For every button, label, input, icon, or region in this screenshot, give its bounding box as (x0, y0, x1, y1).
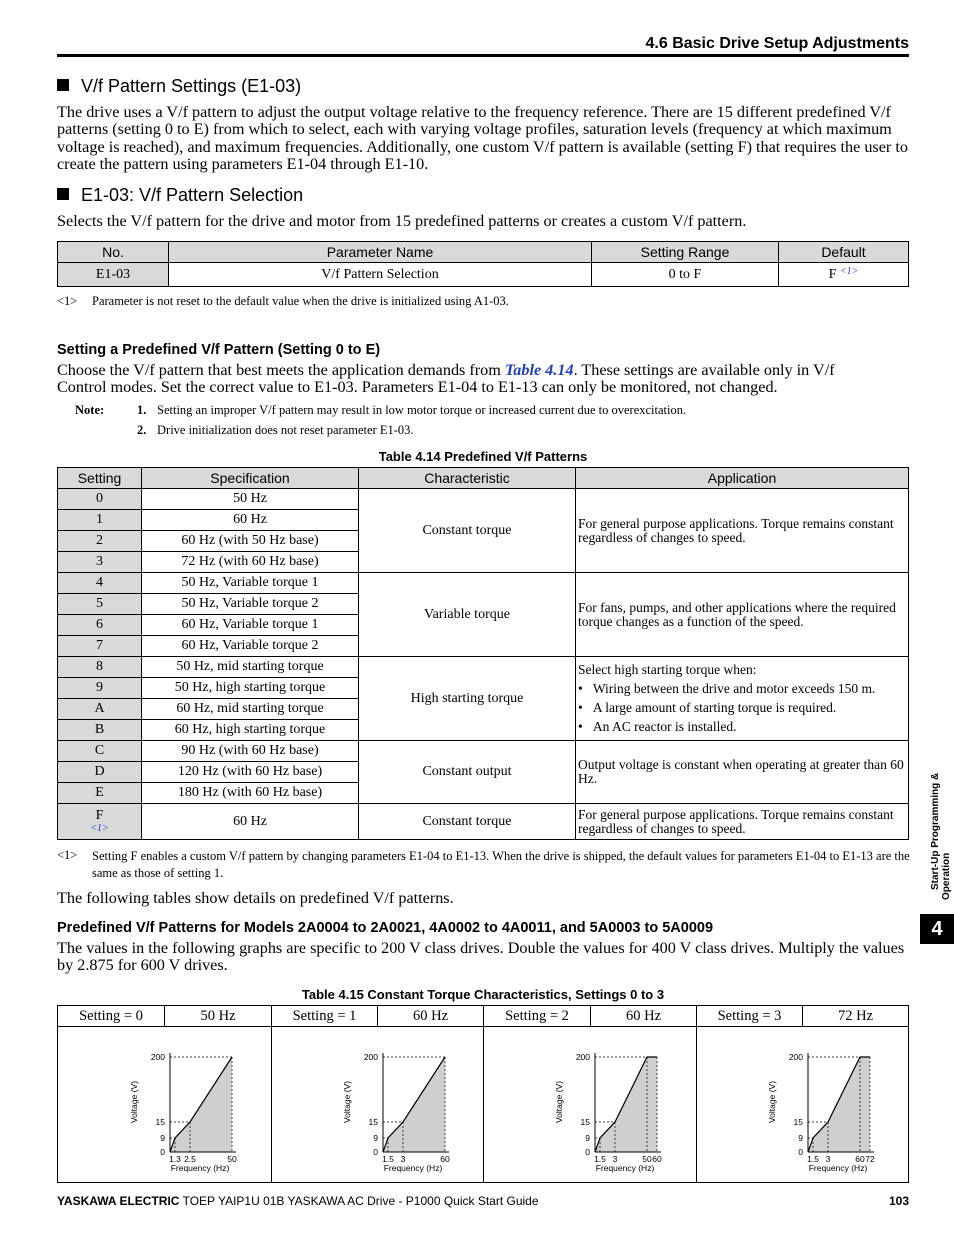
x-axis-title: Frequency (Hz) (595, 1163, 655, 1173)
y-axis-title: Voltage (V) (766, 1080, 777, 1124)
x-tick-label: 60 (854, 1154, 865, 1164)
spec-cell: 180 Hz (with 60 Hz base) (142, 783, 359, 804)
x-tick-label: 1.5 (806, 1154, 819, 1164)
footer-doc: TOEP YAIP1U 01B YASKAWA AC Drive - P1000 Quick Start Guide (182, 1194, 539, 1208)
table-row (58, 741, 909, 762)
intro-paragraph: The drive uses a V/f pattern to adjust the output voltage relative to the frequency reference. There are 15 different predefined V/f patterns (setting 0 to E) from which to select, each with varying voltage profiles, saturation levels (frequency at which maximum voltage is reached), and maximum frequencies. Additionally, one custom V/f pattern is available (setting F) that requires the user to create the pattern using parameters E1-04 through E1-10. (57, 103, 908, 173)
heading-models: Predefined V/f Patterns for Models 2A0004 to 2A0021, 4A0002 to 4A0011, and 5A0003 to 5A0009 (57, 920, 714, 936)
graph-cell-1 (272, 1027, 484, 1183)
footnote-mark: <1> (57, 848, 78, 862)
x-tick-label: 60 (652, 1154, 662, 1164)
vf-area (808, 1057, 870, 1152)
y-tick-label: 200 (788, 1052, 803, 1062)
y-tick-label: 0 (797, 1147, 803, 1157)
choose-text-post: . These settings are available only in V/f Control modes. Set the correct value to E1-03. Parameters E1-04 to E1-13 can only be monitored, not changed. (57, 361, 835, 397)
note-text-2: Drive initialization does not reset parameter E1-03. (157, 423, 414, 437)
side-label-line1: Start-Up Programming & (930, 772, 941, 890)
setting-cell: D (58, 762, 142, 783)
y-tick-label: 9 (797, 1133, 803, 1143)
footnote-text: Setting F enables a custom V/f pattern by changing parameters E1-04 to E1-13. When the drive is shipped, the default values for parameters E1-04 to E1-13 are the same as those of setting 1. (92, 849, 910, 880)
table-4-14-caption: Table 4.14 Predefined V/f Patterns (378, 449, 588, 464)
application-bullets (578, 682, 906, 734)
y-tick-label: 200 (363, 1052, 378, 1062)
x-axis-title: Frequency (Hz) (383, 1163, 442, 1173)
choose-paragraph (57, 362, 867, 397)
spec-cell: 60 Hz, Variable torque 1 (142, 615, 359, 636)
characteristic-cell: Variable torque (359, 573, 576, 657)
parameter-table (57, 241, 909, 287)
setting-label: Setting = 3 (697, 1006, 803, 1027)
setting-label: Setting = 0 (58, 1006, 165, 1027)
x-tick-label: 50 (642, 1154, 652, 1164)
footer (57, 1194, 539, 1208)
predefined-vf-table (57, 467, 909, 840)
y-tick-label: 9 (159, 1133, 165, 1143)
x-tick-label: 2.5 (183, 1154, 196, 1164)
setting-cell: 0 (58, 489, 142, 510)
setting-cell: 4 (58, 573, 142, 594)
spec-cell: 60 Hz, mid starting torque (142, 699, 359, 720)
characteristic-cell: Constant torque (359, 804, 576, 840)
param-default (779, 263, 909, 287)
y-tick-label: 15 (155, 1117, 165, 1127)
spec-cell: 72 Hz (with 60 Hz base) (142, 552, 359, 573)
setting-cell: C (58, 741, 142, 762)
square-bullet-icon (57, 188, 69, 200)
heading-text: E1-03: V/f Pattern Selection (81, 185, 304, 205)
setting-cell: 8 (58, 657, 142, 678)
section-header: 4.6 Basic Drive Setup Adjustments (645, 35, 909, 52)
freq-label: 60 Hz (378, 1006, 484, 1027)
setting-cell: A (58, 699, 142, 720)
setting-label: Setting = 2 (484, 1006, 591, 1027)
setting-cell: 5 (58, 594, 142, 615)
col-header-characteristic: Characteristic (359, 468, 576, 489)
y-tick-label: 9 (372, 1133, 378, 1143)
footnote-text: Parameter is not reset to the default value when the drive is initialized using A1-03. (92, 294, 509, 308)
footnote (57, 294, 509, 309)
y-tick-label: 15 (580, 1117, 590, 1127)
param-range: 0 to F (592, 263, 779, 287)
table-row (58, 573, 909, 594)
choose-text-pre: Choose the V/f pattern that best meets the application demands from (57, 361, 505, 379)
spec-cell: 50 Hz, mid starting torque (142, 657, 359, 678)
constant-torque-table (57, 1005, 909, 1183)
x-axis-title: Frequency (Hz) (808, 1163, 867, 1173)
table-row (58, 657, 909, 678)
heading-e1-03 (57, 185, 303, 206)
graph-cell-3 (697, 1027, 909, 1183)
col-header-no: No. (58, 242, 169, 263)
header-rule (57, 54, 909, 57)
characteristic-cell: High starting torque (359, 657, 576, 741)
values-paragraph: The values in the following graphs are specific to 200 V class drives. Double the values for 400 V class drives. Multiply the values by 2.875 for 600 V drives. (57, 939, 905, 975)
x-axis-title: Frequency (Hz) (170, 1163, 229, 1173)
spec-cell: 120 Hz (with 60 Hz base) (142, 762, 359, 783)
vf-chart-0 (60, 1027, 270, 1177)
characteristic-cell: Constant output (359, 741, 576, 804)
y-tick-label: 15 (368, 1117, 378, 1127)
vf-chart-3 (698, 1027, 908, 1177)
y-tick-label: 200 (150, 1052, 165, 1062)
application-cell: For fans, pumps, and other applications where the required torque changes as a function of the speed. (576, 573, 909, 657)
y-tick-label: 9 (585, 1133, 590, 1143)
table-4-14-link[interactable]: Table 4.14 (504, 361, 574, 379)
chapter-side-label (930, 760, 952, 910)
setting-cell: 6 (58, 615, 142, 636)
y-axis-title: Voltage (V) (554, 1080, 564, 1124)
x-tick-label: 72 (864, 1154, 875, 1164)
setting-cell: 1 (58, 510, 142, 531)
table-row (58, 804, 909, 840)
setting-label: Setting = 1 (272, 1006, 378, 1027)
square-bullet-icon (57, 79, 69, 91)
list-item: • Wiring between the drive and motor exceeds 150 m. (578, 681, 876, 696)
following-paragraph: The following tables show details on predefined V/f patterns. (57, 889, 454, 907)
y-axis-title: Voltage (V) (341, 1080, 352, 1124)
characteristic-cell: Constant torque (359, 489, 576, 573)
setting-cell: 2 (58, 531, 142, 552)
page-number: 103 (888, 1194, 909, 1208)
y-tick-label: 0 (585, 1147, 590, 1157)
setting-cell: E (58, 783, 142, 804)
x-tick-label: 3 (825, 1154, 830, 1164)
vf-area (595, 1057, 657, 1152)
application-cell: Output voltage is constant when operating at greater than 60 Hz. (576, 741, 909, 804)
spec-cell: 60 Hz, high starting torque (142, 720, 359, 741)
y-axis-title: Voltage (V) (128, 1080, 139, 1124)
x-tick-label: 1.5 (594, 1154, 606, 1164)
col-header-specification: Specification (142, 468, 359, 489)
side-label-line2: Operation (941, 852, 952, 900)
footnote-mark: <1> (57, 294, 78, 308)
footnote-link[interactable]: <1> (839, 266, 859, 277)
spec-cell: 60 Hz, Variable torque 2 (142, 636, 359, 657)
setting-cell: 9 (58, 678, 142, 699)
spec-cell: 50 Hz, high starting torque (142, 678, 359, 699)
spec-cell: 90 Hz (with 60 Hz base) (142, 741, 359, 762)
spec-cell: 60 Hz (with 50 Hz base) (142, 531, 359, 552)
x-tick-label: 60 (439, 1154, 450, 1164)
spec-cell: 60 Hz (142, 510, 359, 531)
spec-cell: 60 Hz (142, 804, 359, 840)
spec-cell: 50 Hz, Variable torque 1 (142, 573, 359, 594)
spec-cell: 50 Hz, Variable torque 2 (142, 594, 359, 615)
param-name: V/f Pattern Selection (169, 263, 592, 287)
vf-chart-1 (273, 1027, 483, 1177)
application-cell (576, 657, 909, 741)
application-intro: Select high starting torque when: (578, 662, 757, 677)
heading-predefined-pattern: Setting a Predefined V/f Pattern (Setting 0 to E) (57, 342, 381, 358)
list-item: • An AC reactor is installed. (578, 719, 737, 734)
y-tick-label: 200 (575, 1052, 590, 1062)
note-text-1: Setting an improper V/f pattern may result in low motor torque or increased current due to overexcitation. (157, 403, 687, 417)
heading-vf-pattern-settings (57, 76, 301, 97)
graph-cell-0 (58, 1027, 272, 1183)
x-tick-label: 3 (400, 1154, 405, 1164)
x-tick-label: 3 (612, 1154, 618, 1164)
y-tick-label: 0 (159, 1147, 165, 1157)
vf-chart-2 (485, 1027, 695, 1177)
footer-brand: YASKAWA ELECTRIC (57, 1194, 180, 1208)
heading-text: V/f Pattern Settings (E1-03) (81, 76, 302, 96)
col-header-setting: Setting (58, 468, 142, 489)
freq-label: 60 Hz (591, 1006, 697, 1027)
x-tick-label: 1.5 (381, 1154, 394, 1164)
setting-cell: 3 (58, 552, 142, 573)
table-row (58, 489, 909, 510)
col-header-default: Default (779, 242, 909, 263)
application-cell: For general purpose applications. Torque remains constant regardless of changes to speed. (576, 489, 909, 573)
setting-cell: 7 (58, 636, 142, 657)
y-tick-label: 0 (372, 1147, 378, 1157)
footnote-link[interactable]: <1> (90, 822, 109, 834)
col-header-application: Application (576, 468, 909, 489)
col-header-name: Parameter Name (169, 242, 592, 263)
table-4-15-caption: Table 4.15 Constant Torque Characteristics, Settings 0 to 3 (301, 987, 665, 1002)
x-tick-label: 50 (226, 1154, 237, 1164)
default-value: F (828, 267, 837, 282)
note-num-1: 1. (137, 403, 147, 417)
y-tick-label: 15 (793, 1117, 803, 1127)
graph-cell-2 (484, 1027, 697, 1183)
note-label: Note: (75, 403, 105, 417)
setting-cell: F <1> (58, 804, 142, 840)
selection-paragraph: Selects the V/f pattern for the drive and motor from 15 predefined patterns or creates a custom V/f pattern. (57, 212, 747, 230)
note-num-2: 2. (137, 423, 147, 437)
param-no: E1-03 (58, 263, 169, 287)
spec-cell: 50 Hz (142, 489, 359, 510)
chapter-tab[interactable]: 4 (920, 914, 954, 944)
x-tick-label: 1.3 (168, 1154, 181, 1164)
freq-label: 72 Hz (803, 1006, 909, 1027)
application-cell: For general purpose applications. Torque remains constant regardless of changes to speed. (576, 804, 909, 840)
freq-label: 50 Hz (165, 1006, 272, 1027)
setting-cell: B (58, 720, 142, 741)
col-header-range: Setting Range (592, 242, 779, 263)
list-item: • A large amount of starting torque is required. (578, 700, 837, 715)
